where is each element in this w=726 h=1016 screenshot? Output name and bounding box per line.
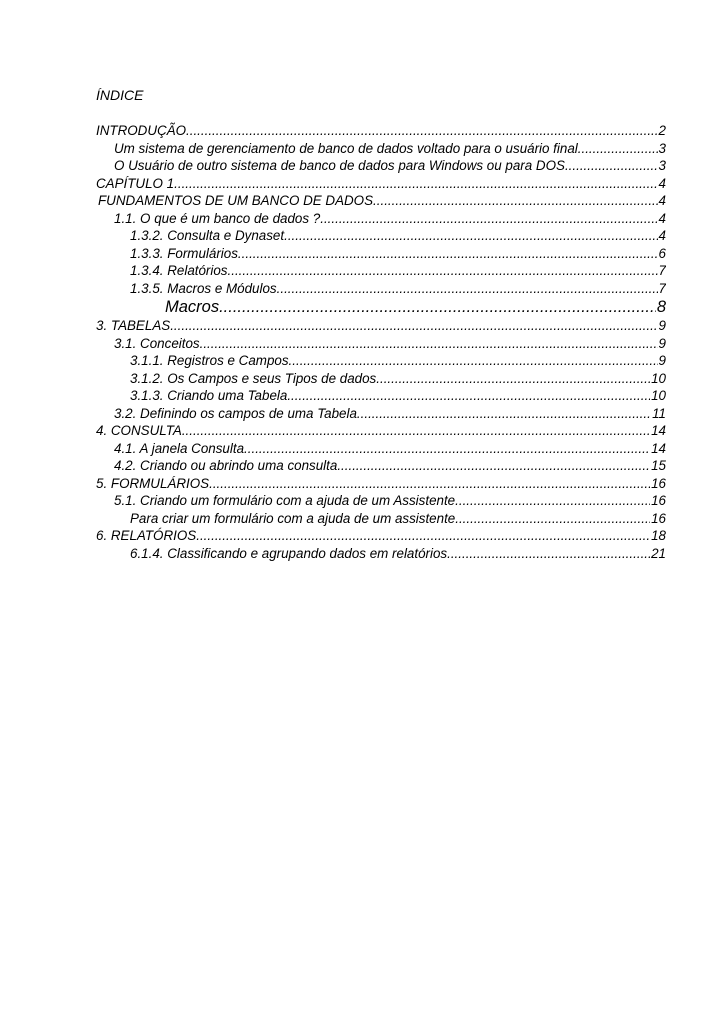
- toc-leader-dots: [228, 262, 658, 280]
- toc-entry-label: 4. CONSULTA: [96, 423, 182, 438]
- toc-entry-page: 4: [658, 228, 666, 243]
- toc-entry-label: 3.1.1. Registros e Campos: [130, 353, 289, 368]
- toc-entry-label: 3.1.3. Criando uma Tabela: [130, 388, 288, 403]
- toc-entry-page: 4: [658, 193, 666, 208]
- toc-entry-page: 21: [651, 545, 666, 561]
- toc-entry-page: 16: [651, 493, 666, 508]
- toc-leader-dots: [277, 280, 658, 298]
- toc-leader-dots: [569, 157, 658, 175]
- toc-entry[interactable]: [96, 387, 666, 405]
- toc-leader-dots: [209, 475, 650, 493]
- toc-leader-dots: [289, 352, 658, 370]
- toc-leader-dots: [337, 457, 650, 475]
- toc-entry[interactable]: [96, 475, 666, 493]
- toc-leader-dots: [581, 140, 657, 158]
- toc-entry-page: 9: [658, 335, 666, 351]
- toc-entry-page: 10: [651, 388, 666, 403]
- toc-entry-page: 4: [658, 210, 666, 226]
- toc-leader-dots: [182, 422, 650, 440]
- toc-entry[interactable]: [96, 175, 666, 193]
- toc-entry[interactable]: [96, 510, 666, 528]
- toc-entry[interactable]: [96, 317, 666, 335]
- toc-entry-label: FUNDAMENTOS DE UM BANCO DE DADOS: [98, 193, 374, 208]
- toc-entry[interactable]: [96, 352, 666, 370]
- toc-leader-dots: [447, 545, 650, 563]
- toc-entry[interactable]: [96, 527, 666, 545]
- toc-entry[interactable]: [96, 545, 666, 563]
- toc-leader-dots: [287, 387, 650, 405]
- toc-entry-label: CAPÍTULO 1: [96, 175, 175, 191]
- toc-leader-dots: [357, 405, 651, 423]
- toc-entry-label: 4.1. A janela Consulta: [114, 440, 245, 456]
- toc-entry-label: 3.2. Definindo os campos de uma Tabela: [114, 405, 357, 421]
- toc-entry-page: 14: [651, 440, 666, 456]
- toc-entry-page: 16: [651, 475, 666, 491]
- toc-entry-label: 5. FORMULÁRIOS: [96, 475, 210, 491]
- toc-leader-dots: [373, 192, 658, 210]
- toc-entry[interactable]: [96, 457, 666, 475]
- toc-entry-label: 1.3.5. Macros e Módulos: [130, 280, 277, 296]
- toc-entry[interactable]: [96, 157, 666, 175]
- toc-leader-dots: [186, 122, 658, 140]
- toc-entry[interactable]: [96, 280, 666, 298]
- toc-leader-dots: [244, 440, 650, 458]
- toc-leader-dots: [170, 317, 657, 335]
- toc-entry-page: 3: [658, 158, 666, 173]
- toc-entry-label: 3. TABELAS: [96, 318, 171, 333]
- toc-entry-label: 1.3.4. Relatórios: [130, 263, 228, 278]
- toc-entry-label: INTRODUÇÃO: [96, 123, 187, 138]
- toc-entry[interactable]: [96, 422, 666, 440]
- toc-entry-label: 1.1. O que é um banco de dados ?: [114, 210, 321, 226]
- toc-leader-dots: [320, 210, 657, 228]
- toc-entry-label: 6. RELATÓRIOS: [96, 528, 197, 543]
- toc-leader-dots: [238, 245, 658, 263]
- toc-entry-page: 9: [658, 318, 666, 333]
- toc-leader-dots: [376, 370, 650, 388]
- toc-entry[interactable]: [96, 192, 666, 210]
- table-of-contents: [96, 122, 666, 562]
- toc-entry[interactable]: [96, 297, 666, 317]
- toc-entry-page: 7: [658, 280, 666, 296]
- toc-entry-page: 7: [658, 263, 666, 278]
- toc-entry-page: 10: [651, 370, 666, 386]
- toc-entry-page: 4: [658, 175, 666, 191]
- toc-entry-page: 14: [651, 423, 666, 438]
- toc-entry-label: Para criar um formulário com a ajuda de um assistente: [130, 510, 456, 526]
- toc-entry-page: 9: [658, 353, 666, 368]
- toc-entry[interactable]: [96, 122, 666, 140]
- toc-entry[interactable]: [96, 440, 666, 458]
- toc-leader-dots: [200, 335, 658, 353]
- toc-entry-page: 18: [651, 528, 666, 543]
- toc-entry[interactable]: [96, 335, 666, 353]
- toc-entry-label: 3.1. Conceitos: [114, 335, 200, 351]
- toc-entry[interactable]: [96, 370, 666, 388]
- toc-entry[interactable]: [96, 405, 666, 423]
- toc-entry[interactable]: [96, 262, 666, 280]
- toc-entry-label: O Usuário de outro sistema de banco de dados para Windows ou para DOS.: [114, 158, 569, 173]
- toc-entry-label: 3.1.2. Os Campos e seus Tipos de dados: [130, 370, 377, 386]
- toc-entry-page: 15: [651, 458, 666, 473]
- toc-leader-dots: [174, 175, 657, 193]
- toc-leader-dots: [284, 227, 657, 245]
- toc-entry-page: 3: [658, 140, 666, 156]
- toc-entry-label: 6.1.4. Classificando e agrupando dados em relatórios: [130, 545, 448, 561]
- toc-entry-label: 4.2. Criando ou abrindo uma consulta: [114, 458, 338, 473]
- toc-leader-dots: [455, 492, 650, 510]
- toc-entry-page: 2: [658, 123, 666, 138]
- toc-entry[interactable]: [96, 210, 666, 228]
- toc-entry-label: Um sistema de gerenciamento de banco de dados voltado para o usuário final.: [114, 140, 582, 156]
- toc-entry[interactable]: [96, 140, 666, 158]
- toc-entry-label: 1.3.2. Consulta e Dynaset: [130, 228, 285, 243]
- toc-entry[interactable]: [96, 245, 666, 263]
- toc-entry-label: Macros: [165, 298, 220, 316]
- toc-entry[interactable]: [96, 492, 666, 510]
- toc-leader-dots: [196, 527, 650, 545]
- toc-leader-dots: [219, 297, 656, 317]
- toc-entry-page: 11: [652, 405, 666, 421]
- toc-entry[interactable]: [96, 227, 666, 245]
- toc-leader-dots: [455, 510, 650, 528]
- toc-entry-page: 16: [651, 510, 666, 526]
- page-title: ÍNDICE: [96, 87, 144, 103]
- toc-entry-label: 5.1. Criando um formulário com a ajuda de um Assistente: [114, 493, 456, 508]
- toc-entry-label: 1.3.3. Formulários: [130, 245, 238, 261]
- toc-entry-page: 6: [658, 245, 666, 261]
- toc-entry-page: 8: [656, 298, 666, 316]
